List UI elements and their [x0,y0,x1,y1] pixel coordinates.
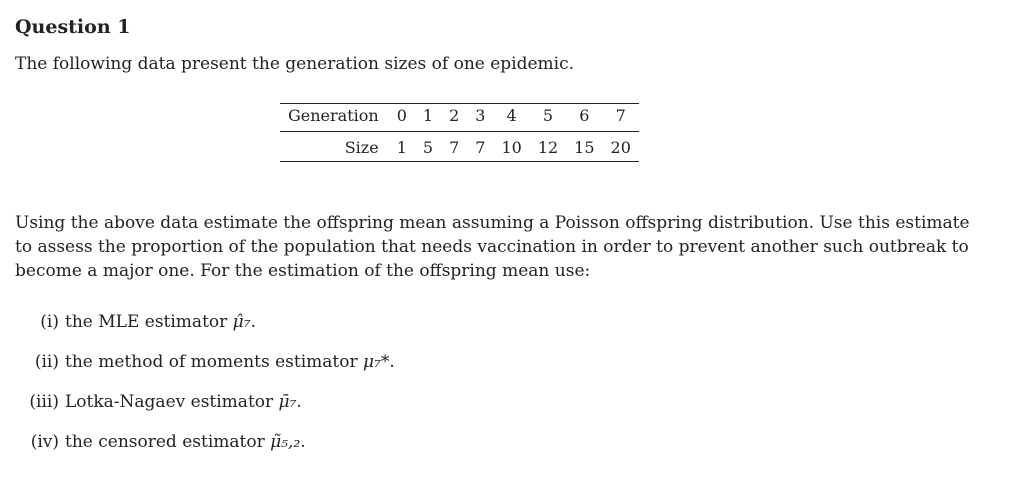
generation-size-table [280,103,639,162]
part-period: . [389,352,395,372]
generation-cell: 1 [415,104,441,132]
question-part-iii [15,392,395,432]
estimator-symbol: μ̄₇ [278,392,297,412]
part-number: (iv) [30,432,59,452]
generation-cell: 2 [441,104,467,132]
size-row [280,132,639,162]
part-period: . [250,312,256,332]
question-part-iv [15,432,395,472]
generation-cell: 6 [566,104,602,132]
generation-cell: 7 [603,104,639,132]
generation-cell: 3 [467,104,493,132]
size-cell: 20 [610,138,631,157]
part-number: (ii) [34,352,59,372]
generation-label: Generation [280,104,389,132]
question-intro: The following data present the generation sizes of one epidemic. [15,54,575,74]
size-cell: 7 [475,138,486,157]
question-part-ii [15,352,395,392]
generation-row [280,104,639,132]
size-cell: 10 [501,138,522,157]
question-heading: Question 1 [15,16,131,38]
size-cell: 5 [422,138,434,157]
part-period: . [296,392,302,412]
size-cell: 15 [574,138,595,157]
generation-cell: 4 [493,104,529,132]
size-cell: 1 [396,138,407,157]
size-cell: 7 [449,138,460,157]
part-text: the MLE estimator [65,312,233,332]
estimator-symbol: μ₇* [363,352,390,372]
size-cell: 12 [537,138,559,157]
part-number: (i) [40,312,59,332]
part-text: the censored estimator [65,432,271,452]
question-parts-list [15,312,395,472]
part-period: . [300,432,306,452]
question-part-i [15,312,395,352]
part-text: Lotka-Nagaev estimator [65,392,279,412]
size-label: Size [344,138,379,157]
part-number: (iii) [29,392,59,412]
question-body: Using the above data estimate the offspring mean assuming a Poisson offspring distribution. Use this estimate to assess the proportion of the population that needs vaccination in order to prevent another such outbreak to become a major one. For the estimation of the offspring mean use: [15,213,970,281]
generation-cell: 0 [389,104,415,132]
estimator-symbol: μ̂₇ [232,312,251,332]
generation-cell: 5 [530,104,566,132]
part-text: the method of moments estimator [65,352,364,372]
estimator-symbol: μ̃₅,₂ [270,432,301,452]
